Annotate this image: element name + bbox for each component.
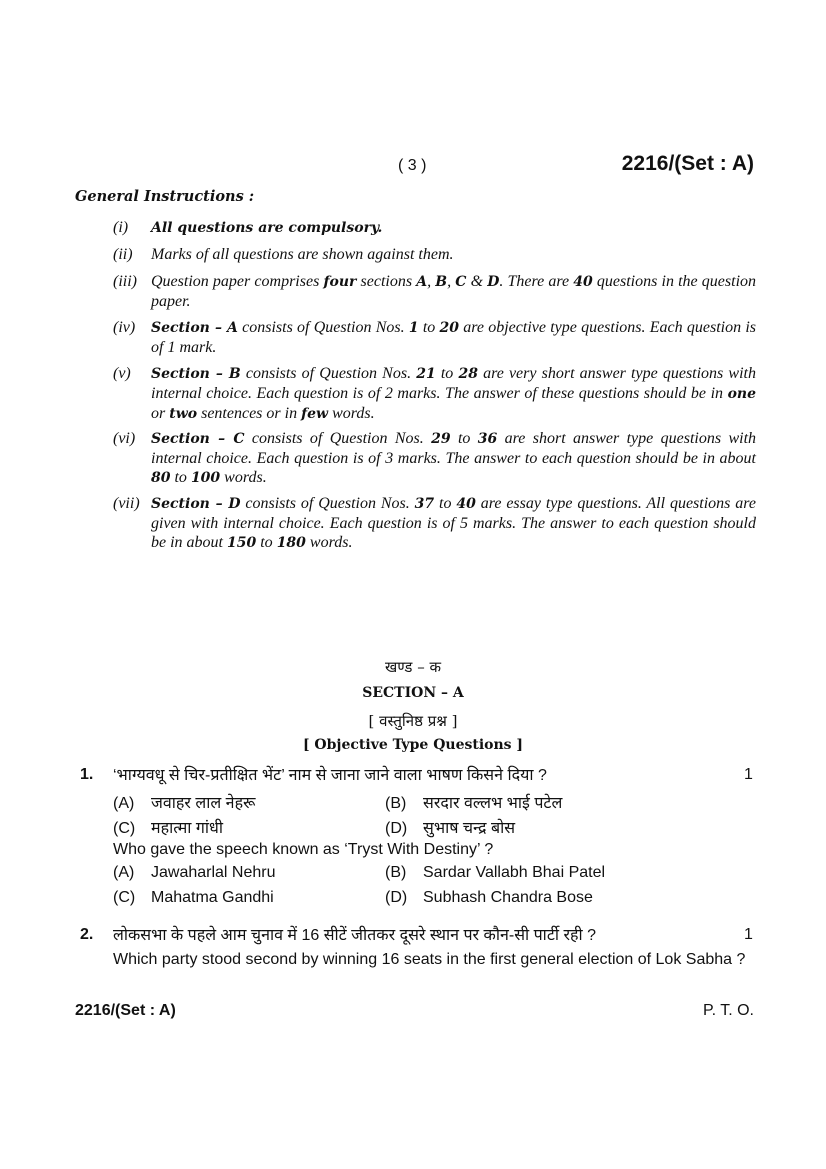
text-segment: consists of Question Nos.: [240, 365, 417, 382]
text-segment: are short answer type questions with internal choice. Each question is of 3 marks. The answer to each question should be in about: [151, 430, 757, 467]
text-segment: ,: [447, 273, 456, 290]
option-label: (A): [113, 864, 135, 881]
emphasis-text: Section – C: [151, 431, 245, 447]
text-segment: words.: [328, 405, 375, 422]
instruction-item: [113, 318, 756, 357]
instruction-text: [151, 429, 756, 488]
option-a-hindi: [113, 791, 256, 813]
instruction-number: (iii): [113, 273, 137, 290]
instruction-item: [113, 272, 756, 311]
text-segment: are very short answer type questions with internal choice. Each question is of 2 marks. The answer of these questions should be in: [151, 365, 756, 402]
text-segment: or: [151, 405, 170, 422]
text-segment: to: [170, 469, 191, 486]
option-label: (D): [385, 889, 408, 906]
option-label: (B): [385, 795, 407, 812]
instruction-text: [151, 218, 756, 238]
option-c-english: [113, 889, 274, 907]
option-text: सरदार वल्लभ भाई पटेल: [423, 795, 563, 812]
text-segment: consists of Question Nos.: [240, 495, 415, 512]
instruction-item: [113, 245, 756, 264]
text-segment: words.: [305, 534, 353, 551]
section-hindi-title: खण्ड – क: [385, 658, 441, 676]
question-marks: 1: [744, 766, 753, 783]
emphasis-text: B: [435, 274, 448, 290]
instruction-number: (i): [113, 219, 129, 236]
option-text: महात्मा गांधी: [151, 820, 223, 837]
emphasis-text: four: [323, 274, 357, 290]
text-segment: consists of Question Nos.: [237, 319, 409, 336]
instruction-number: (v): [113, 365, 131, 382]
option-text: Subhash Chandra Bose: [423, 889, 593, 906]
text-segment: consists of Question Nos.: [244, 430, 432, 447]
question-text-hindi: लोकसभा के पहले आम चुनाव में 16 सीटें जीतकर दूसरे स्थान पर कौन-सी पार्टी रही ?: [113, 927, 597, 944]
emphasis-text: 180: [276, 535, 306, 551]
option-text: सुभाष चन्द्र बोस: [423, 820, 516, 837]
text-segment: to: [435, 365, 459, 382]
option-b-english: [385, 864, 605, 882]
option-label: (C): [113, 820, 136, 837]
emphasis-text: 80: [151, 470, 171, 486]
option-label: (C): [113, 889, 136, 906]
emphasis-text: 40: [573, 274, 593, 290]
emphasis-text: 150: [227, 535, 257, 551]
emphasis-text: 37: [414, 496, 435, 512]
text-segment: to: [418, 319, 440, 336]
instruction-text: [151, 272, 756, 311]
text-segment: to: [450, 430, 478, 447]
emphasis-text: 1: [408, 320, 419, 336]
text-segment: &: [466, 273, 488, 290]
instruction-number: (ii): [113, 246, 133, 263]
instruction-text: [151, 364, 756, 424]
text-segment: sentences or in: [197, 405, 302, 422]
section-title: SECTION – A: [362, 685, 464, 701]
option-d-english: [385, 889, 593, 907]
text-segment: to: [256, 534, 277, 551]
emphasis-text: 28: [458, 366, 478, 382]
section-hindi-subtitle: [ वस्तुनिष्ठ प्रश्न ]: [368, 712, 458, 730]
section-subtitle: [ Objective Type Questions ]: [302, 737, 524, 753]
option-a-english: [113, 864, 276, 882]
emphasis-text: All questions are compulsory.: [151, 220, 383, 236]
emphasis-text: Section – D: [151, 496, 241, 512]
option-label: (A): [113, 795, 135, 812]
instruction-text: [151, 318, 756, 357]
instruction-number: (vii): [113, 495, 140, 512]
paper-code: 2216/(Set : A): [621, 152, 754, 175]
text-segment: are objective type questions. Each question is of 1 mark.: [151, 319, 756, 356]
option-text: Jawaharlal Nehru: [151, 864, 276, 881]
footer-pto: P. T. O.: [703, 1002, 754, 1019]
question-number: 1.: [80, 766, 94, 783]
emphasis-text: 40: [456, 496, 476, 512]
emphasis-text: Section – A: [151, 320, 238, 336]
text-segment: ,: [427, 273, 436, 290]
text-segment: words.: [220, 469, 267, 486]
question-text-english: Which party stood second by winning 16 seats in the first general election of Lok Sabha ?: [113, 951, 746, 968]
general-instructions-title: General Instructions :: [75, 188, 255, 205]
emphasis-text: 20: [439, 320, 460, 336]
question-number: 2.: [80, 926, 94, 943]
option-text: जवाहर लाल नेहरू: [151, 795, 256, 812]
instruction-text: [151, 245, 756, 264]
emphasis-text: 29: [431, 431, 451, 447]
option-label: (D): [385, 820, 408, 837]
emphasis-text: two: [169, 406, 198, 422]
page-number: ( 3 ): [398, 157, 427, 174]
question-text-hindi: ‘भाग्यवधू से चिर-प्रतीक्षित भेंट’ नाम से जाना जाने वाला भाषण किसने दिया ?: [113, 767, 547, 784]
option-text: Mahatma Gandhi: [151, 889, 274, 906]
text-segment: to: [434, 495, 457, 512]
emphasis-text: few: [301, 406, 329, 422]
instruction-item: [113, 494, 756, 553]
emphasis-text: Section – B: [151, 366, 241, 382]
option-text: Sardar Vallabh Bhai Patel: [423, 864, 606, 881]
instruction-item: [113, 218, 756, 238]
option-label: (B): [385, 864, 407, 881]
emphasis-text: A: [416, 274, 428, 290]
option-c-hindi: [113, 816, 223, 838]
text-segment: Marks of all questions are shown against them.: [151, 246, 454, 263]
emphasis-text: 36: [477, 431, 498, 447]
option-b-hindi: [385, 791, 562, 813]
question-text-english: Who gave the speech known as ‘Tryst With Destiny’ ?: [113, 841, 494, 858]
text-segment: Question paper comprises: [151, 273, 324, 290]
question-marks: 1: [744, 926, 753, 943]
emphasis-text: D: [487, 274, 500, 290]
instruction-number: (vi): [113, 430, 136, 447]
text-segment: are essay type questions. All questions are given with internal choice. Each question is of 5 marks. The answer to each question should be in about: [151, 495, 756, 551]
instruction-item: [113, 364, 756, 424]
emphasis-text: one: [727, 386, 756, 402]
text-segment: questions in the question paper.: [151, 273, 757, 310]
option-d-hindi: [385, 816, 515, 838]
emphasis-text: 100: [190, 470, 221, 486]
text-segment: . There are: [499, 273, 574, 290]
instruction-item: [113, 429, 756, 488]
text-segment: sections: [356, 273, 417, 290]
emphasis-text: C: [455, 274, 467, 290]
instruction-text: [151, 494, 756, 553]
footer-paper-code: 2216/(Set : A): [75, 1002, 176, 1019]
instruction-number: (iv): [113, 319, 136, 336]
emphasis-text: 21: [416, 366, 436, 382]
